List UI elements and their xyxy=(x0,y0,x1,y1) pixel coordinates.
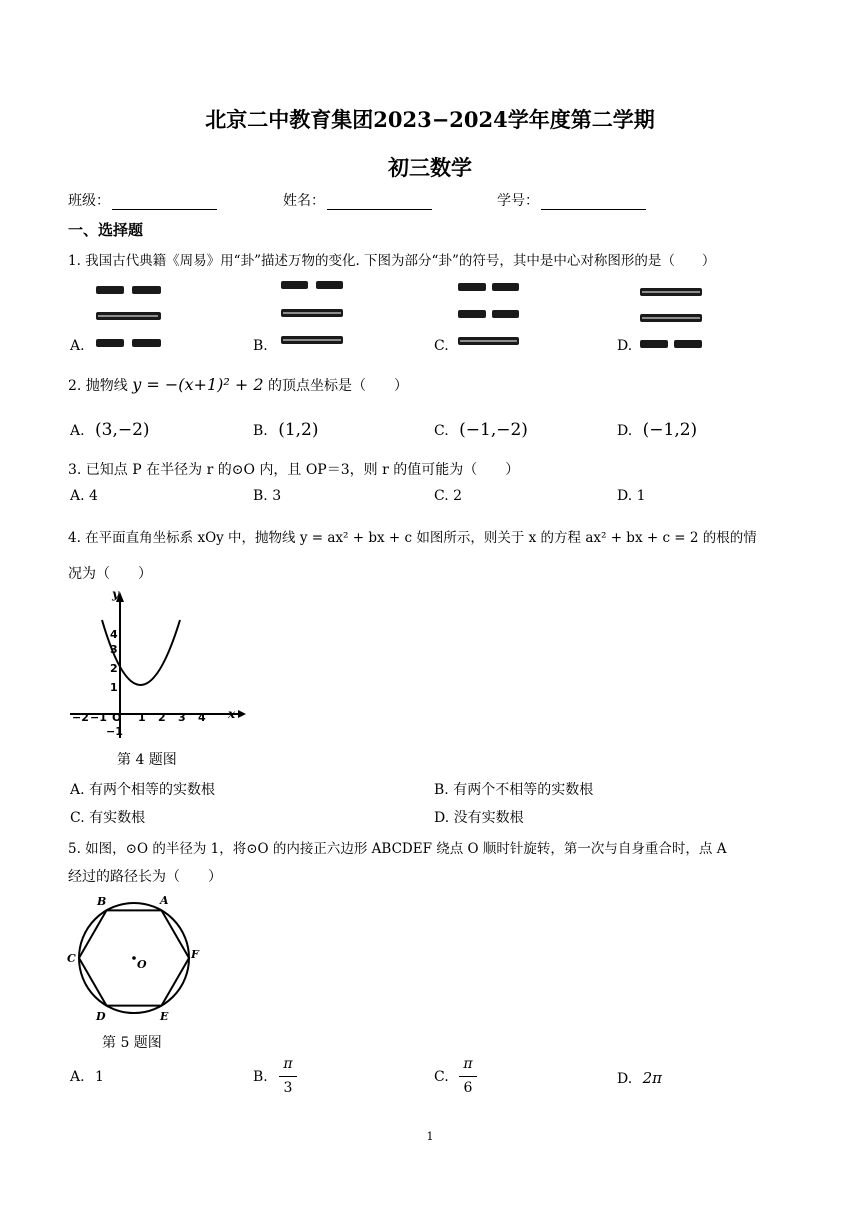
q3-option-a-value: 4 xyxy=(89,488,98,504)
q2-prefix: 2. 抛物线 xyxy=(68,378,128,394)
q4-option-c-label: C. xyxy=(70,810,85,826)
q3-option-a[interactable] xyxy=(70,488,98,504)
q5-option-b-numerator: π xyxy=(283,1056,293,1072)
q2-option-b[interactable] xyxy=(253,420,319,440)
q1-option-a[interactable]: A. xyxy=(70,338,85,354)
graph-y-tick-1: 1 xyxy=(110,681,118,694)
q1-option-c[interactable]: C. xyxy=(434,338,449,354)
q4-option-a-label: A. xyxy=(70,782,85,798)
q2-option-b-value: (1,2) xyxy=(278,420,319,440)
q4-option-d-label: D. xyxy=(434,810,450,826)
q5-hexagon-figure xyxy=(64,892,204,1027)
graph-y-tick-3: 3 xyxy=(110,643,118,656)
q2-option-c[interactable] xyxy=(434,420,528,440)
name-blank[interactable] xyxy=(327,195,432,210)
q5-option-c[interactable]: C. xyxy=(434,1069,449,1085)
q2-option-a-label: A. xyxy=(70,423,85,439)
q3-option-d-label: D. xyxy=(617,488,633,504)
q4-line2: 况为（ ） xyxy=(68,566,152,582)
q5-option-a-label: A. xyxy=(70,1069,85,1085)
q5-option-d-value: 2π xyxy=(642,1069,663,1087)
class-label: 班级： xyxy=(68,193,110,209)
q2-option-d[interactable] xyxy=(617,420,697,440)
q5-line2: 经过的路径长为（ ） xyxy=(68,869,222,885)
q4-option-b[interactable] xyxy=(434,779,593,799)
q4-option-d[interactable] xyxy=(434,807,524,827)
q2-option-d-label: D. xyxy=(617,423,633,439)
graph-x-tick-2: 2 xyxy=(158,711,166,724)
q5-option-a[interactable] xyxy=(70,1069,104,1085)
q3-option-c-label: C. xyxy=(434,488,449,504)
q3-option-d[interactable] xyxy=(617,488,646,504)
id-label: 学号： xyxy=(497,193,539,209)
vertex-a-label: A xyxy=(160,894,169,907)
vertex-b-label: B xyxy=(97,895,107,908)
student-id-field xyxy=(497,190,646,210)
q4-line1: 4. 在平面直角坐标系 xOy 中，抛物线 y = ax² + bx + c 如图所示，则关于 x 的方程 ax² + bx + c = 2 的根的情 xyxy=(68,530,757,546)
q5-option-a-value: 1 xyxy=(95,1069,104,1085)
id-blank[interactable] xyxy=(541,195,646,210)
q4-option-c-value: 有实数根 xyxy=(89,810,146,826)
page-number: 1 xyxy=(426,1130,434,1143)
q5-line1: 5. 如图，⊙O 的半径为 1，将⊙O 的内接正六边形 ABCDEF 绕点 O 顺时针旋转，第一次与自身重合时，点 A xyxy=(68,841,727,857)
graph-y-label: y xyxy=(112,590,119,601)
q3-option-b[interactable] xyxy=(253,488,281,504)
q4-option-b-label: B. xyxy=(434,782,449,798)
q4-caption: 第 4 题图 xyxy=(117,752,177,768)
graph-x-tick-neg1: −1 xyxy=(90,711,107,724)
q4-option-d-value: 没有实数根 xyxy=(453,810,524,826)
graph-x-tick-neg2: −2 xyxy=(72,711,89,724)
q5-option-c-fraction-bar xyxy=(459,1076,477,1077)
q3-text: 3. 已知点 P 在半径为 r 的⊙O 内，且 OP＝3，则 r 的值可能为（ ） xyxy=(68,462,520,478)
class-field xyxy=(68,190,217,210)
q3-option-a-label: A. xyxy=(70,488,85,504)
q2-option-c-value: (−1,−2) xyxy=(459,420,528,440)
q5-option-b-denominator: 3 xyxy=(283,1080,293,1096)
q5-option-c-numerator: π xyxy=(463,1056,473,1072)
graph-x-tick-1: 1 xyxy=(138,711,146,724)
q2-suffix: 的顶点坐标是（ ） xyxy=(268,378,409,394)
q4-option-a[interactable] xyxy=(70,779,215,799)
q3-option-d-value: 1 xyxy=(636,488,646,504)
q3-option-b-value: 3 xyxy=(272,488,282,504)
q2-option-a[interactable] xyxy=(70,420,150,440)
graph-x-tick-4: 4 xyxy=(198,711,206,724)
name-field xyxy=(283,190,432,210)
page-subtitle: 初三数学 xyxy=(388,155,472,180)
q2-formula: y = −(x+1)² + 2 xyxy=(132,375,264,394)
q1-trigrams xyxy=(0,278,860,358)
q1-text: 1. 我国古代典籍《周易》用“卦”描述万物的变化. 下图为部分“卦”的符号，其中是中心对称图形的是（ ） xyxy=(68,253,716,269)
center-o-label: O xyxy=(137,958,147,971)
graph-origin-label: O xyxy=(112,711,122,724)
q2-option-d-value: (−1,2) xyxy=(642,420,698,440)
vertex-f-label: F xyxy=(191,948,199,961)
graph-y-tick-2: 2 xyxy=(110,662,118,675)
q5-option-d[interactable] xyxy=(617,1069,662,1087)
class-blank[interactable] xyxy=(112,195,217,210)
q4-option-c[interactable] xyxy=(70,807,145,827)
q3-option-c[interactable] xyxy=(434,488,462,504)
q4-option-a-value: 有两个相等的实数根 xyxy=(89,782,216,798)
graph-x-label: x xyxy=(228,707,236,721)
vertex-d-label: D xyxy=(96,1010,106,1023)
q2-option-b-label: B. xyxy=(253,423,268,439)
trigram-c-icon xyxy=(458,283,519,345)
q2-line xyxy=(68,375,408,395)
graph-y-tick-4: 4 xyxy=(110,628,118,641)
name-label: 姓名： xyxy=(283,193,325,209)
q5-option-b-fraction-bar xyxy=(279,1076,297,1077)
q4-option-b-value: 有两个不相等的实数根 xyxy=(453,782,594,798)
page-title: 北京二中教育集团2023−2024学年度第二学期 xyxy=(205,107,655,132)
q1-option-d[interactable]: D. xyxy=(617,338,633,354)
q2-option-a-value: (3,−2) xyxy=(95,420,150,440)
q5-option-b[interactable]: B. xyxy=(253,1069,268,1085)
graph-x-tick-3: 3 xyxy=(178,711,186,724)
vertex-e-label: E xyxy=(160,1010,169,1023)
q5-caption: 第 5 题图 xyxy=(102,1035,162,1051)
q5-option-c-denominator: 6 xyxy=(463,1080,473,1096)
graph-y-tick-neg1: −1 xyxy=(106,725,123,738)
vertex-c-label: C xyxy=(67,952,76,965)
q2-option-c-label: C. xyxy=(434,423,449,439)
q3-option-b-label: B. xyxy=(253,488,268,504)
q4-parabola-graph xyxy=(66,590,246,740)
q3-option-c-value: 2 xyxy=(453,488,463,504)
section-heading: 一、选择题 xyxy=(68,221,144,239)
q5-option-d-label: D. xyxy=(617,1071,633,1087)
q1-option-b[interactable]: B. xyxy=(253,338,268,354)
